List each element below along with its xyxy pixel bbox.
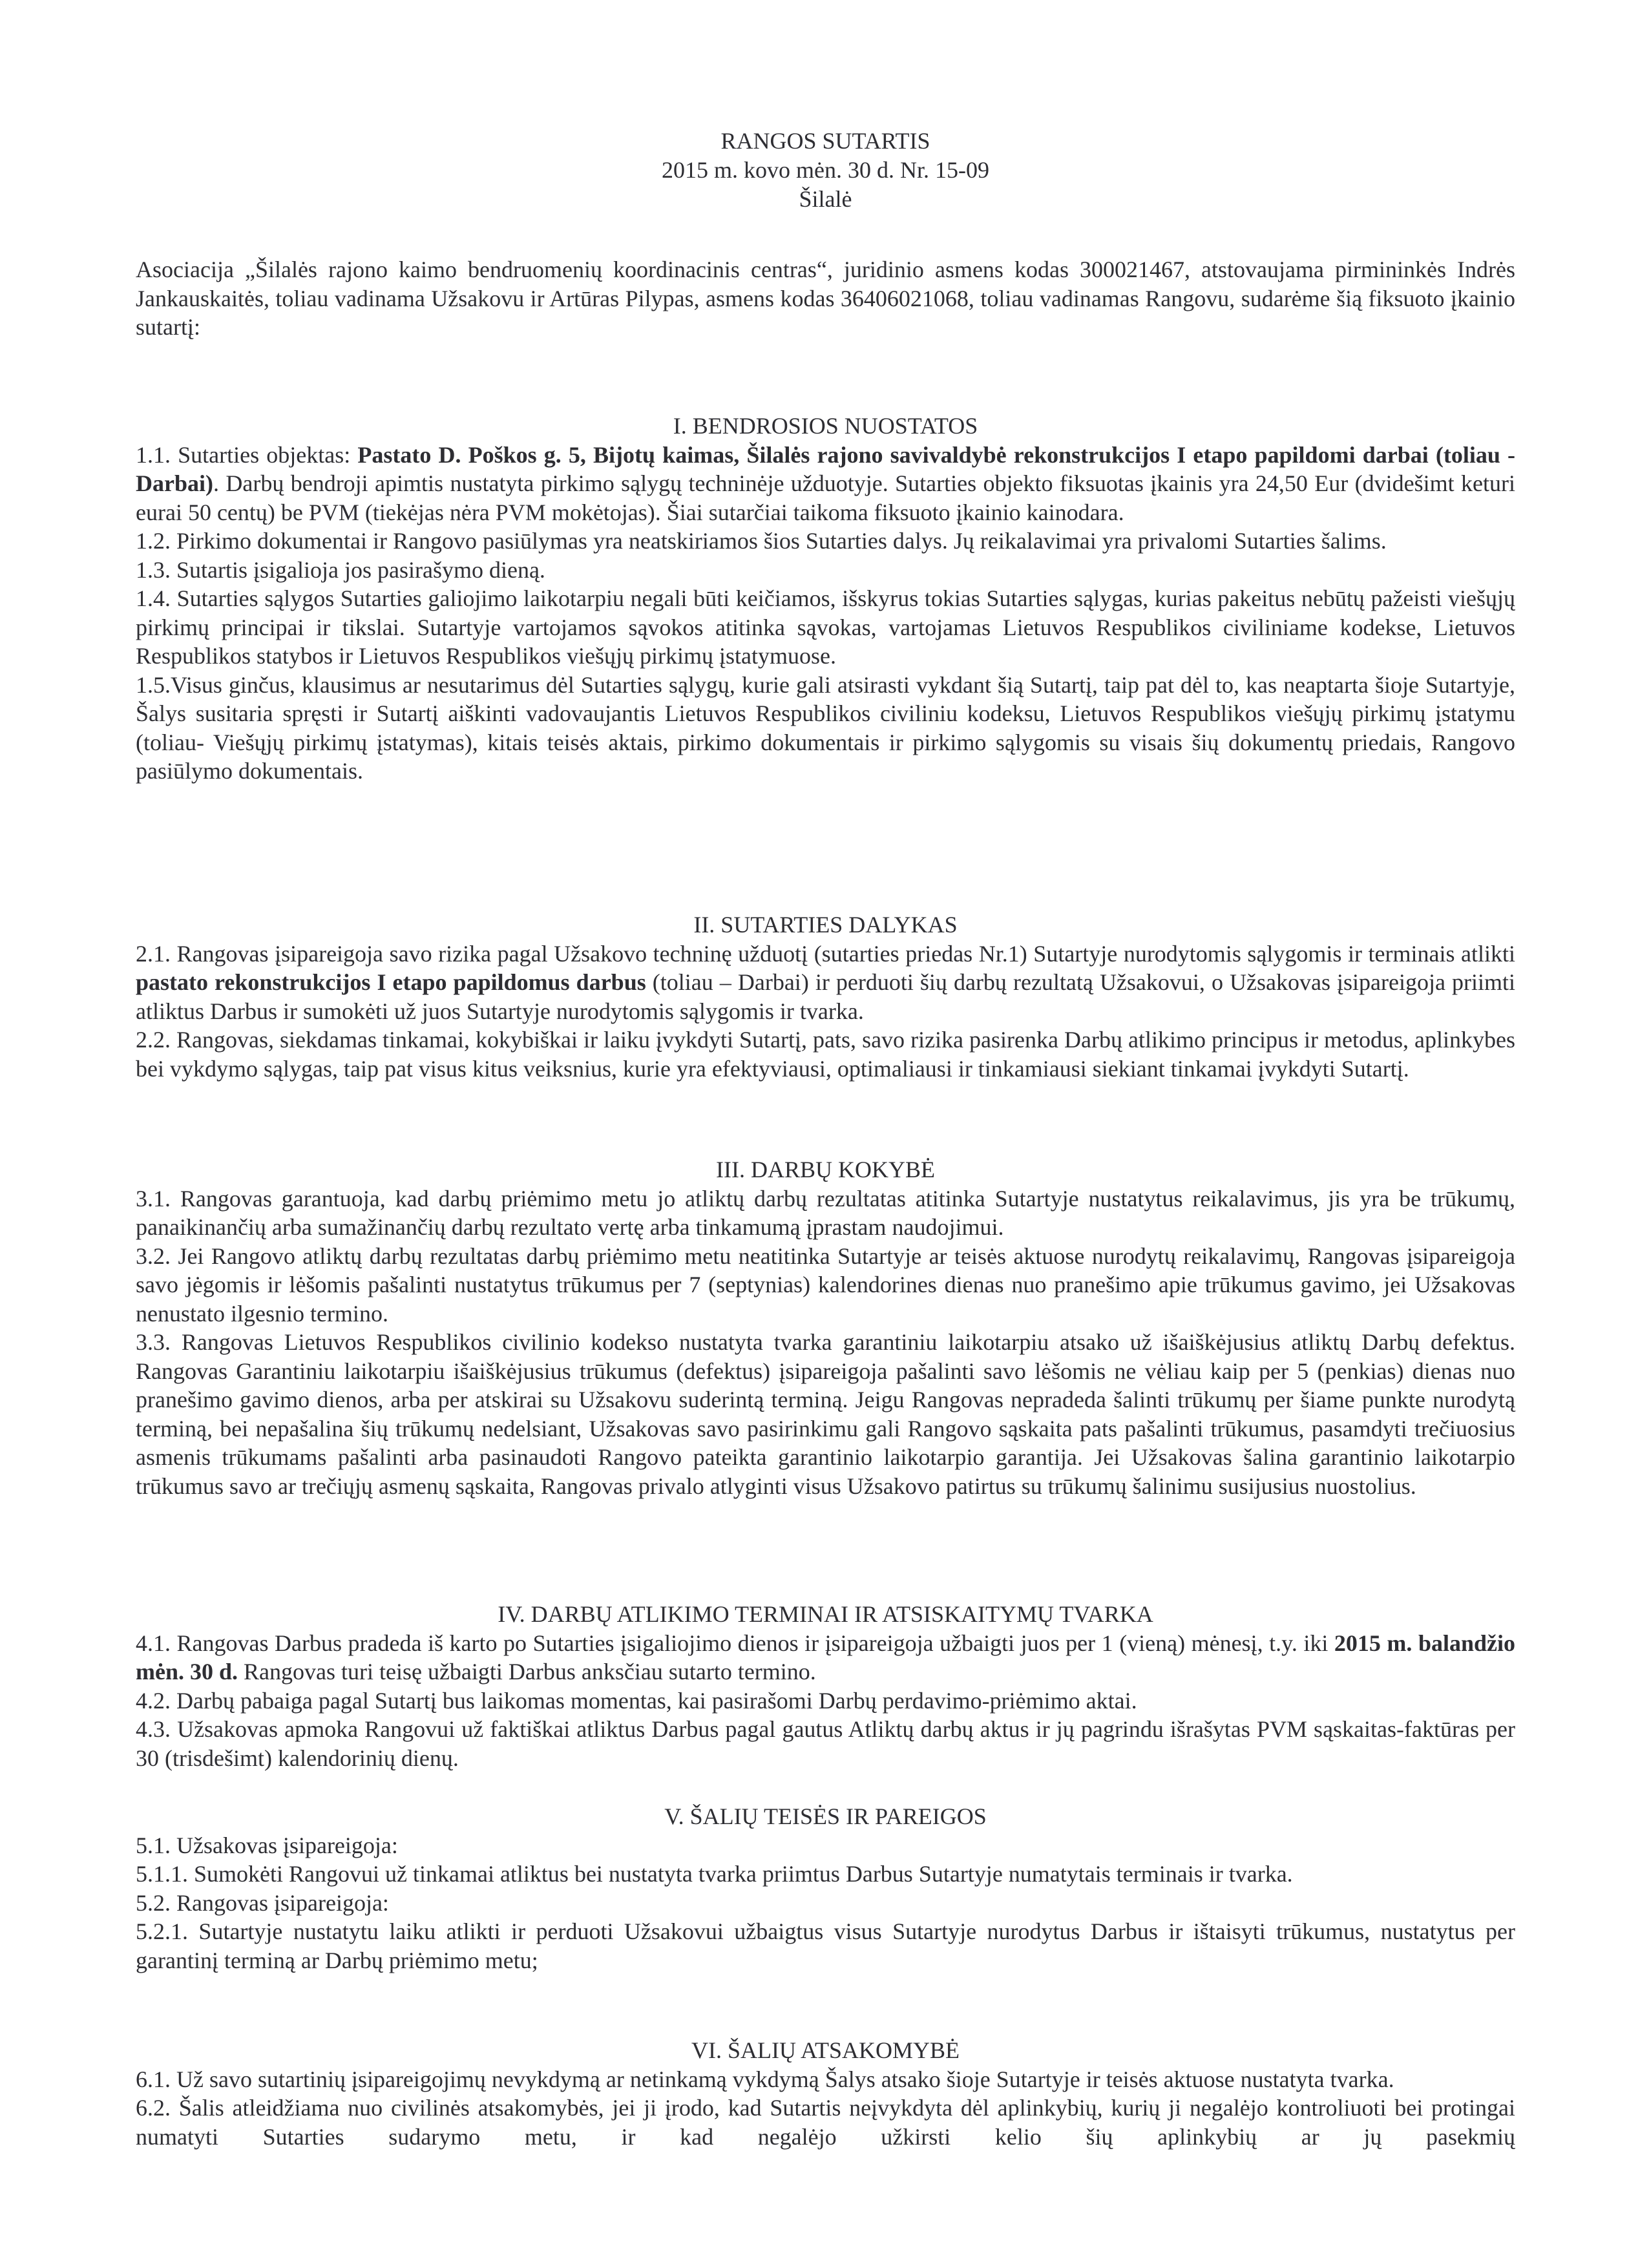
intro-paragraph: Asociacija „Šilalės rajono kaimo bendruomenių koordinacinis centras“, juridinio asmens kodas 300021467, atstovaujama pirmininkės Indrės Jankauskaitės, toliau vadinama Užsakovu ir Artūras Pilypas, asmens kodas 36406021068, toliau vadinamas Rangovu, sudarėme šią fiksuoto įkainio sutartį: [136,257,1515,340]
section-heading: V. ŠALIŲ TEISĖS IR PAREIGOS [664,1803,987,1829]
section-heading: III. DARBŲ KOKYBĖ [716,1157,935,1182]
clause-paragraph [136,1831,1515,1860]
clause-paragraph [136,1242,1515,1328]
clause-paragraph [136,1917,1515,1975]
clause-paragraph [136,1629,1515,1686]
clause-text: 3.1. Rangovas garantuoja, kad darbų priėmimo metu jo atliktų darbų rezultatas atitinka Sutartyje nustatytus reikalavimus, jis yra be trūkumų, panaikinančių arba sumažinančių darbų rezultato vertę arba tinkamumą įprastam naudojimui. [136,1185,1515,1240]
bold-text: 2015 m. balandžio mėn. 30 d. [136,1630,1515,1685]
clause-paragraph [136,671,1515,786]
clause-paragraph [136,2065,1515,2094]
clause-paragraph [136,1184,1515,1242]
clause-text: 4.2. Darbų pabaiga pagal Sutartį bus laikomas momentas, kai pasirašomi Darbų perdavimo-priėmimo aktai. [136,1687,1137,1714]
section-3 [136,1155,1515,1500]
section-heading: VI. ŠALIŲ ATSAKOMYBĖ [691,2037,960,2063]
clause-paragraph [136,1715,1515,1772]
clause-paragraph [136,527,1515,556]
clause-text: 4.1. Rangovas Darbus pradeda iš karto po Sutarties įsigaliojimo dienos ir įsipareigoja užbaigti juos per 1 (vieną) mėnesį, t.y. iki [136,1630,1334,1656]
section-1 [136,412,1515,786]
clause-text: Rangovas turi teisę užbaigti Darbus anksčiau sutarto termino. [238,1659,816,1685]
document-date-number: 2015 m. kovo mėn. 30 d. Nr. 15-09 [662,157,989,183]
clause-text: 2.1. Rangovas įsipareigoja savo rizika pagal Užsakovo techninę užduotį (sutarties priedas Nr.1) Sutartyje nurodytomis sąlygomis ir terminais atlikti [136,940,1515,967]
clause-text: 3.2. Jei Rangovo atliktų darbų rezultatas darbų priėmimo metu neatitinka Sutartyje ar teisės aktuose nurodytų reikalavimų, Rangovas įsipareigoja savo jėgomis ir lėšomis pašalinti nustatytus trūkumus per 7 (septynias) kalendorines dienas nuo pranešimo apie trūkumus gavimo, jei Užsakovas nenustato ilgesnio termino. [136,1243,1515,1327]
clause-text: 5.1.1. Sumokėti Rangovui už tinkamai atliktus bei nustatyta tvarka priimtus Darbus Sutartyje numatytais terminais ir tvarka. [136,1861,1293,1887]
clause-paragraph [136,2094,1515,2151]
section-heading: I. BENDROSIOS NUOSTATOS [673,413,978,439]
clause-paragraph [136,441,1515,527]
clause-text: 5.1. Užsakovas įsipareigoja: [136,1832,398,1858]
document-title: RANGOS SUTARTIS [720,128,930,154]
clause-text: 5.2.1. Sutartyje nustatytu laiku atlikti ir perduoti Užsakovui užbaigtus visus Sutartyje nurodytus Darbus ir ištaisyti trūkumus, nustatytus per garantinį terminą ar Darbų priėmimo metu; [136,1918,1515,1973]
clause-text: 3.3. Rangovas Lietuvos Respublikos civilinio kodekso nustatyta tvarka garantiniu laikotarpiu atsako už išaiškėjusius atliktų Darbų defektus. Rangovas Garantiniu laikotarpiu išaiškėjusius trūkumus (defektus) įsipareigoja pašalinti savo lėšomis ne vėliau kaip per 5 (penkias) dienas nuo pranešimo gavimo dienos, arba per atskirai su Užsakovu suderintą terminą. Jeigu Rangovas nepradeda šalinti trūkumų per šiame punkte nurodytą terminą, bei nepašalina šių trūkumų nedelsiant, Užsakovas savo pasirinkimu gali Rangovo sąskaita pats pašalinti trūkumus, pasamdyti trečiuosius asmenis trūkumams pašalinti arba pasinaudoti Rangovo pateikta garantinio laikotarpio garantija. Jei Užsakovas šalina garantinio laikotarpio trūkumus savo ar trečiųjų asmenų sąskaita, Rangovas privalo atlyginti visus Užsakovo patirtus su trūkumų šalinimu susijusius nuostolius. [136,1329,1515,1499]
section-6 [136,2036,1515,2151]
section-4 [136,1600,1515,1772]
clause-text: . Darbų bendroji apimtis nustatyta pirkimo sąlygų techninėje užduotyje. Sutarties objekto fiksuotas įkainis yra 24,50 Eur (dvidešimt keturi eurai 50 centų) be PVM (tiekėjas nėra PVM mokėtojas). Šiai sutarčiai taikoma fiksuoto įkainio kainodara. [136,470,1515,525]
clause-paragraph [136,1328,1515,1500]
document-header [136,127,1515,214]
clause-text: 1.4. Sutarties sąlygos Sutarties galiojimo laikotarpiu negali būti keičiamos, išskyrus tokias Sutarties sąlygas, kurias pakeitus nebūtų pažeisti viešųjų pirkimų principai ir tikslai. Sutartyje vartojamos sąvokos atitinka sąvokas, vartojamas Lietuvos Respublikos civiliniame kodekse, Lietuvos Respublikos statybos ir Lietuvos Respublikos viešųjų pirkimų įstatymuose. [136,585,1515,669]
clause-text: 1.5.Visus ginčus, klausimus ar nesutarimus dėl Sutarties sąlygų, kurie gali atsirasti vykdant šią Sutartį, taip pat dėl to, kas neaptarta šioje Sutartyje, Šalys susitaria spręsti ir Sutartį aiškinti vadovaujantis Lietuvos Respublikos civiliniu kodeksu, Lietuvos Respublikos viešųjų pirkimų įstatymu (toliau- Viešųjų pirkimų įstatymas), kitais teisės aktais, pirkimo dokumentais ir pirkimo sąlygomis su visais šių dokumentų priedais, Rangovo pasiūlymo dokumentais. [136,671,1515,784]
document-place: Šilalė [799,186,852,212]
clause-text: 1.2. Pirkimo dokumentai ir Rangovo pasiūlymas yra neatskiriamos šios Sutarties dalys. Jų reikalavimai yra privalomi Sutarties šalims. [136,528,1387,554]
clause-text: 4.3. Užsakovas apmoka Rangovui už faktiškai atliktus Darbus pagal gautus Atliktų darbų aktus ir jų pagrindu išrašytas PVM sąskaitas-faktūras per 30 (trisdešimt) kalendorinių dienų. [136,1716,1515,1771]
section-heading: II. SUTARTIES DALYKAS [693,912,958,938]
clause-paragraph [136,1889,1515,1918]
clause-paragraph [136,556,1515,585]
clause-text: 1.1. Sutarties objektas: [136,441,358,468]
clause-paragraph [136,1025,1515,1083]
clause-text: 1.3. Sutartis įsigalioja jos pasirašymo dieną. [136,556,545,583]
section-5 [136,1802,1515,1975]
bold-text: Pastato D. Poškos g. 5, Bijotų kaimas, Šilalės rajono savivaldybė rekonstrukcijos I etapo papildomi darbai (toliau - Darbai) [136,441,1515,496]
section-2 [136,910,1515,1083]
clause-paragraph [136,940,1515,1026]
clause-paragraph [136,1860,1515,1889]
clause-text: 6.1. Už savo sutartinių įsipareigojimų nevykdymą ar netinkamą vykdymą Šalys atsako šioje Sutartyje ir teisės aktuose nustatyta tvarka. [136,2066,1394,2092]
clause-text: 6.2. Šalis atleidžiama nuo civilinės atsakomybės, jei ji įrodo, kad Sutartis neįvykdyta dėl aplinkybių, kurių ji negalėjo kontroliuoti bei protingai numatyti Sutarties sudarymo metu, ir kad negalėjo užkirsti kelio šių aplinkybių ar jų pasekmių [136,2095,1515,2150]
bold-text: pastato rekonstrukcijos I etapo papildomus darbus [136,969,646,995]
clause-paragraph [136,1686,1515,1716]
intro-block [136,255,1515,342]
clause-text: 5.2. Rangovas įsipareigoja: [136,1889,389,1916]
clause-text: 2.2. Rangovas, siekdamas tinkamai, kokybiškai ir laiku įvykdyti Sutartį, pats, savo rizika pasirenka Darbų atlikimo principus ir metodus, aplinkybes bei vykdymo sąlygas, taip pat visus kitus veiksnius, kurie yra efektyviausi, optimaliausi ir tinkamiausi siekiant tinkamai įvykdyti Sutartį. [136,1027,1515,1082]
clause-text: (toliau – Darbai) ir perduoti šių darbų rezultatą Užsakovui, o Užsakovas įsipareigoja priimti atliktus Darbus ir sumokėti už juos Sutartyje nurodytomis sąlygomis ir tvarka. [136,969,1515,1024]
section-heading: IV. DARBŲ ATLIKIMO TERMINAI IR ATSISKAITYMŲ TVARKA [498,1601,1153,1627]
clause-paragraph [136,584,1515,671]
